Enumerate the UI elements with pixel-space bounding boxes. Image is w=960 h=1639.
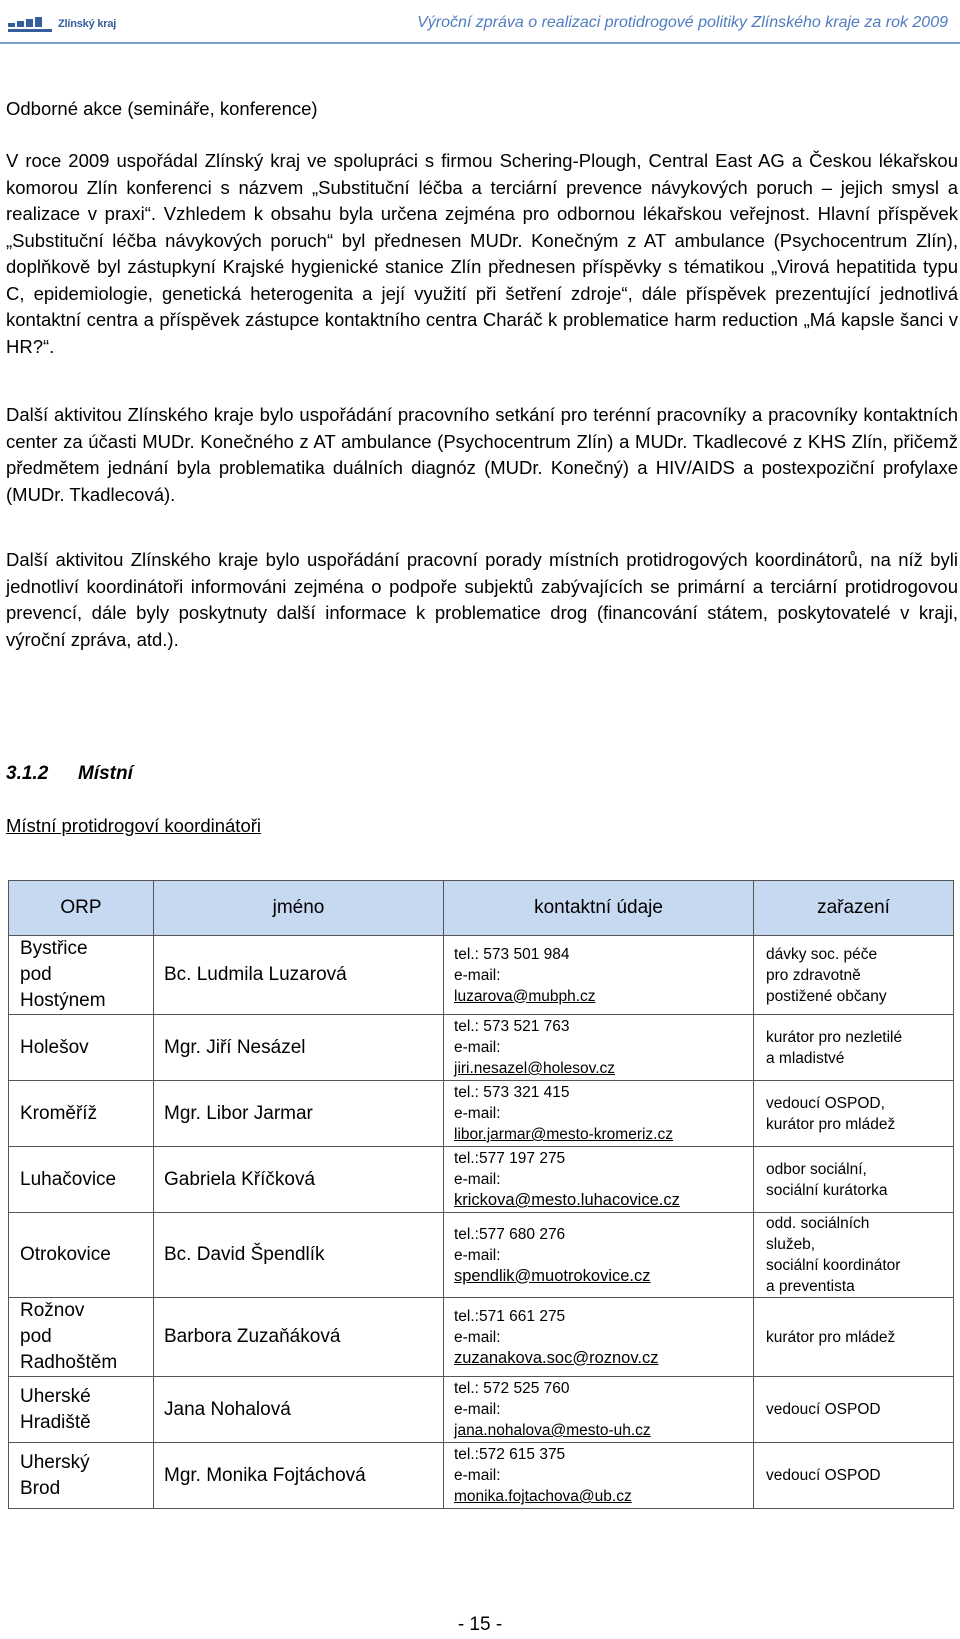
paragraph: V roce 2009 uspořádal Zlínský kraj ve spolupráci s firmou Schering-Plough, Central East AG a Českou lékařskou komorou Zlín konferenci s názvem „Substituční léčba a terciární prevence návykových poruch – jejich smysl a realizace v praxi“. Vzhledem k obsahu byla určena zejména pro odbornou lékařskou veřejnost. Hlavní příspěvek „Substituční léčba návykových poruch“ byl přednesen MUDr. Konečným z AT ambulance (Psychocentrum Zlín), doplňkově byl zástupkyní Krajské hygienické stanice Zlín přednesen příspěvky s tématikou „Virová hepatitida typu C, epidemiologie, genetická heterogenita a její využití při šetření zdroje“, dále příspěvek prezentující jednotlivá kontaktní centra a příspěvek zástupce kontaktního centra Charáč k problematice harm reduction „Má kapsle šanci v HR?“. bbox=[6, 150, 958, 357]
email-label: e-mail: bbox=[454, 1328, 501, 1346]
cell-name: Mgr. Libor Jarmar bbox=[154, 1081, 444, 1147]
email-label: e-mail: bbox=[454, 966, 501, 984]
table-header-row bbox=[9, 881, 954, 936]
email-link[interactable]: zuzanakova.soc@roznov.cz bbox=[454, 1348, 659, 1367]
email-label: e-mail: bbox=[454, 1171, 501, 1188]
cell-name: Bc. David Špendlík bbox=[154, 1213, 444, 1298]
role-line: kurátor pro nezletilé bbox=[766, 1028, 903, 1046]
table-caption: Místní protidrogoví koordinátoři bbox=[6, 815, 262, 836]
cell-orp bbox=[9, 1443, 154, 1509]
logo-mark-icon bbox=[8, 13, 52, 35]
role-line: sociální koordinátor bbox=[766, 1257, 901, 1274]
cell-contact bbox=[444, 1213, 754, 1298]
paragraph: Další aktivitou Zlínského kraje bylo uspořádání pracovní porady místních protidrogových koordinátorů, na níž byli jednotliví koordinátoři informováni zejména o podpoře subjektů zabývajících se primární a terciární protidrogovou prevencí, dále byly poskytnuty další informace k problematice drog (financování státem, poskytovatelé v kraji, výroční zpráva, atd.). bbox=[6, 549, 958, 650]
cell-contact bbox=[444, 936, 754, 1015]
cell-contact bbox=[444, 1298, 754, 1377]
email-label: e-mail: bbox=[454, 1467, 501, 1484]
role-line: odd. sociálních bbox=[766, 1215, 870, 1232]
email-link[interactable]: luzarova@mubph.cz bbox=[454, 987, 596, 1005]
role-line: vedoucí OSPOD, bbox=[766, 1094, 885, 1112]
table-row bbox=[9, 1081, 954, 1147]
orp-line: Hostýnem bbox=[20, 990, 106, 1011]
cell-contact bbox=[444, 1015, 754, 1081]
role-line: kurátor pro mládež bbox=[766, 1328, 896, 1346]
orp-line: Rožnov bbox=[20, 1300, 85, 1321]
table-row bbox=[9, 936, 954, 1015]
cell-role bbox=[754, 1377, 954, 1443]
cell-name: Gabriela Kříčková bbox=[154, 1147, 444, 1213]
role-line: vedoucí OSPOD bbox=[766, 1401, 881, 1418]
cell-contact bbox=[444, 1443, 754, 1509]
cell-role bbox=[754, 1147, 954, 1213]
orp-line: Hradiště bbox=[20, 1411, 91, 1433]
role-line: kurátor pro mládež bbox=[766, 1115, 896, 1133]
phone-number: tel.:571 661 275 bbox=[454, 1307, 566, 1325]
cell-role bbox=[754, 1015, 954, 1081]
orp-line: Uherský bbox=[20, 1451, 90, 1473]
subsection-title: Místní bbox=[78, 763, 133, 784]
email-link[interactable]: spendlik@muotrokovice.cz bbox=[454, 1266, 651, 1285]
cell-contact bbox=[444, 1377, 754, 1443]
column-header-role: zařazení bbox=[754, 881, 954, 936]
section-heading: Odborné akce (semináře, konference) bbox=[6, 98, 318, 119]
phone-number: tel.:577 680 276 bbox=[454, 1225, 566, 1243]
cell-orp bbox=[9, 1015, 154, 1081]
cell-orp bbox=[9, 1377, 154, 1443]
email-link[interactable]: jiri.nesazel@holesov.cz bbox=[454, 1060, 616, 1077]
cell-contact bbox=[444, 1147, 754, 1213]
cell-contact bbox=[444, 1081, 754, 1147]
email-link[interactable]: monika.fojtachova@ub.cz bbox=[454, 1488, 632, 1505]
phone-number: tel.: 573 321 415 bbox=[454, 1084, 570, 1101]
column-header-contact: kontaktní údaje bbox=[444, 881, 754, 936]
role-line: a mladistvé bbox=[766, 1049, 845, 1067]
column-header-orp: ORP bbox=[9, 881, 154, 936]
email-label: e-mail: bbox=[454, 1105, 501, 1122]
role-line: sociální kurátorka bbox=[766, 1181, 888, 1199]
phone-number: tel.:572 615 375 bbox=[454, 1446, 566, 1463]
cell-orp bbox=[9, 1147, 154, 1213]
cell-role bbox=[754, 1443, 954, 1509]
subsection-heading bbox=[6, 763, 133, 785]
cell-name: Bc. Ludmila Luzarová bbox=[154, 936, 444, 1015]
coordinators-table bbox=[8, 880, 954, 1509]
role-line: vedoucí OSPOD bbox=[766, 1467, 881, 1484]
email-link[interactable]: libor.jarmar@mesto-kromeriz.cz bbox=[454, 1126, 673, 1143]
phone-number: tel.:577 197 275 bbox=[454, 1150, 566, 1167]
cell-name: Mgr. Monika Fojtáchová bbox=[154, 1443, 444, 1509]
orp-line: pod bbox=[20, 964, 52, 985]
subsection-number: 3.1.2 bbox=[6, 763, 49, 784]
cell-role bbox=[754, 1213, 954, 1298]
table-row bbox=[9, 1015, 954, 1081]
table-row bbox=[9, 1298, 954, 1377]
phone-number: tel.: 572 525 760 bbox=[454, 1380, 570, 1397]
role-line: a preventista bbox=[766, 1278, 855, 1295]
role-line: služeb, bbox=[766, 1236, 816, 1253]
email-label: e-mail: bbox=[454, 1246, 501, 1264]
cell-role bbox=[754, 1081, 954, 1147]
role-line: odbor sociální, bbox=[766, 1160, 867, 1178]
orp-line: Bystřice bbox=[20, 938, 88, 959]
role-line: postižené občany bbox=[766, 987, 887, 1005]
orp-line: pod bbox=[20, 1326, 52, 1347]
cell-name: Jana Nohalová bbox=[154, 1377, 444, 1443]
cell-orp bbox=[9, 1298, 154, 1377]
orp-line: Holešov bbox=[20, 1036, 89, 1058]
cell-name: Mgr. Jiří Nesázel bbox=[154, 1015, 444, 1081]
cell-orp bbox=[9, 1213, 154, 1298]
role-line: pro zdravotně bbox=[766, 966, 861, 984]
cell-orp bbox=[9, 936, 154, 1015]
orp-line: Uherské bbox=[20, 1385, 91, 1407]
table-row bbox=[9, 1213, 954, 1298]
zlinsky-kraj-logo bbox=[8, 12, 116, 36]
document-title: Výroční zpráva o realizaci protidrogové politiky Zlínského kraje za rok 2009 bbox=[417, 14, 948, 31]
column-header-name: jméno bbox=[154, 881, 444, 936]
page-number: - 15 - bbox=[457, 1614, 503, 1635]
orp-line: Otrokovice bbox=[20, 1244, 111, 1265]
logo-text: Zlínský kraj bbox=[58, 18, 117, 30]
orp-line: Luhačovice bbox=[20, 1168, 117, 1190]
orp-line: Brod bbox=[20, 1477, 61, 1499]
role-line: dávky soc. péče bbox=[766, 945, 878, 963]
email-link[interactable]: jana.nohalova@mesto-uh.cz bbox=[454, 1422, 651, 1439]
cell-name: Barbora Zuzaňáková bbox=[154, 1298, 444, 1377]
table-row bbox=[9, 1377, 954, 1443]
paragraph: Další aktivitou Zlínského kraje bylo uspořádání pracovního setkání pro terénní pracovníky a pracovníky kontaktních center za účasti MUDr. Konečného z AT ambulance (Psychocentrum Zlín) a MUDr. Tkadlecové z KHS Zlín, přičemž předmětem jednání byla problematika duálních diagnóz (MUDr. Konečný) a HIV/AIDS a postexpoziční profylaxe (MUDr. Tkadlecová). bbox=[6, 404, 958, 505]
email-link[interactable]: krickova@mesto.luhacovice.cz bbox=[454, 1191, 680, 1209]
page-header bbox=[0, 0, 960, 44]
phone-number: tel.: 573 501 984 bbox=[454, 945, 570, 963]
table-row bbox=[9, 1443, 954, 1509]
cell-role bbox=[754, 1298, 954, 1377]
phone-number: tel.: 573 521 763 bbox=[454, 1018, 570, 1035]
cell-role bbox=[754, 936, 954, 1015]
email-label: e-mail: bbox=[454, 1401, 501, 1418]
email-label: e-mail: bbox=[454, 1039, 501, 1056]
table-row bbox=[9, 1147, 954, 1213]
orp-line: Kroměříž bbox=[20, 1102, 98, 1124]
cell-orp bbox=[9, 1081, 154, 1147]
orp-line: Radhoštěm bbox=[20, 1352, 118, 1373]
